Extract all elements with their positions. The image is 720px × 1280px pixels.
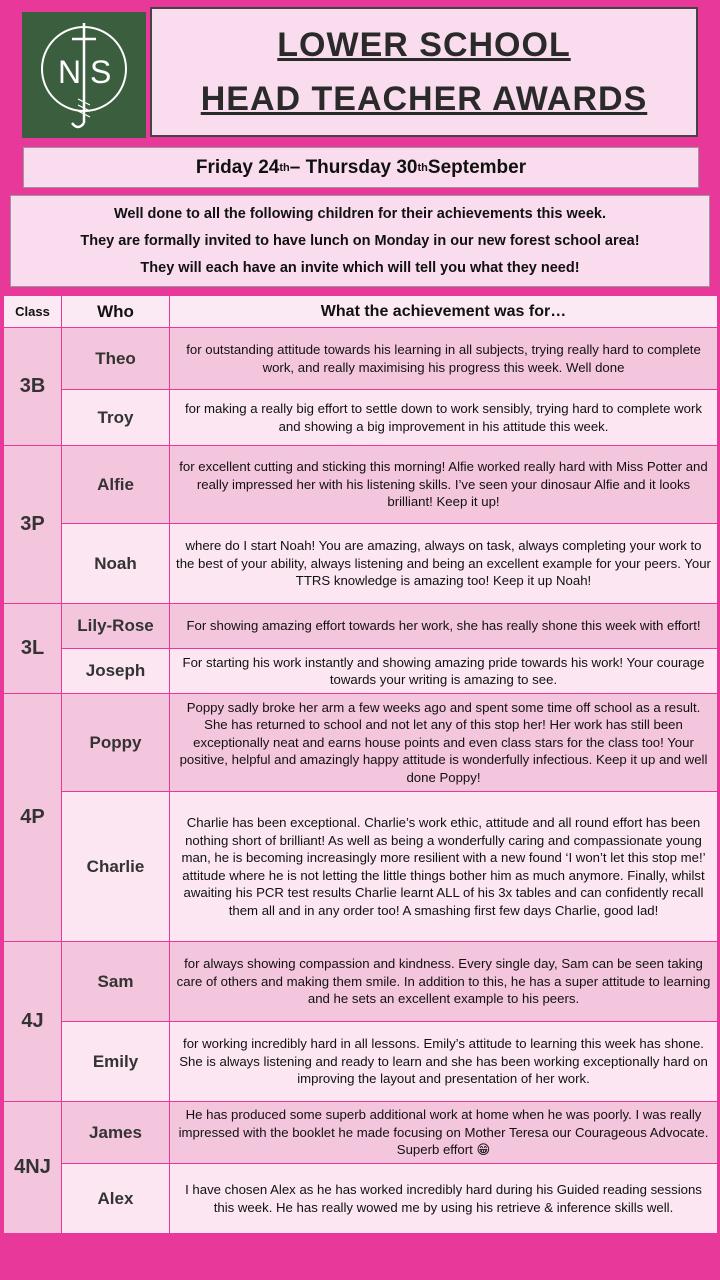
class-cell: 4J [4,942,62,1102]
achievement-text: for outstanding attitude towards his learning in all subjects, trying really hard to complete work, and really maximising his progress this week. Well done [170,328,718,390]
title-line-2: HEAD TEACHER AWARDS [200,80,648,118]
pupil-name: Troy [62,390,170,446]
achievement-text: where do I start Noah! You are amazing, always on task, always completing your work to the best of your ability, always listening and being an excellent example for your peers. Your TTRS knowledge is amazing too! Keep it up Noah! [170,524,718,604]
pupil-name: Lily-Rose [62,604,170,649]
svg-text:S: S [90,54,112,90]
achievement-text: for excellent cutting and sticking this morning! Alfie worked really hard with Miss Potter and really impressed her with his listening skills. I’ve seen your dinosaur Alfie and it looks brilliant! Keep it up! [170,446,718,524]
table-row [4,694,718,792]
date-start-suffix: th [279,161,290,174]
school-logo [22,12,146,138]
class-cell: 4P [4,694,62,942]
intro-line-2: They are formally invited to have lunch on Monday in our new forest school area! [80,232,640,249]
intro-line-1: Well done to all the following children for their achievements this week. [113,205,607,222]
pupil-name: Emily [62,1022,170,1102]
table-row [4,446,718,524]
class-cell: 3P [4,446,62,604]
pupil-name: Sam [62,942,170,1022]
date-start: Friday 24 [195,156,280,178]
intro-message [10,195,710,287]
school-crest-icon [28,19,140,131]
table-row [4,604,718,649]
achievement-text: Charlie has been exceptional. Charlie’s work ethic, attitude and all round effort has been nothing short of brilliant! As well as being a wonderfully caring and compassionate young man, he is becoming increasingly more resilient with a new found ‘I won’t let this stop me!’ attitude where he is not letting the little things bother him as much anymore. Finally, whilst awaiting his PCR test results Charlie learnt ALL of his 3x tables and can confidently recall them all and in any order too! A smashing first few days Charlie, good lad! [170,792,718,942]
table-row [4,390,718,446]
achievement-text: for working incredibly hard in all lessons. Emily’s attitude to learning this week has shone. She is always listening and ready to learn and she has been working exceptionally hard on improving the layout and presentation of her work. [170,1022,718,1102]
header-what: What the achievement was for… [170,296,718,328]
table-row [4,649,718,694]
pupil-name: Alex [62,1164,170,1234]
achievement-text: He has produced some superb additional work at home when he was poorly. I was really impressed with the booklet he made focusing on Mother Teresa our Courageous Advocate. Superb effort 😁 [170,1102,718,1164]
table-row [4,1022,718,1102]
title-line-1: LOWER SCHOOL [277,26,571,64]
table-row [4,524,718,604]
pupil-name: James [62,1102,170,1164]
table-row [4,1164,718,1234]
pupil-name: Joseph [62,649,170,694]
table-row [4,942,718,1022]
header-class: Class [4,296,62,328]
pupil-name: Noah [62,524,170,604]
awards-table [3,295,718,1234]
header-who: Who [62,296,170,328]
table-row [4,792,718,942]
pupil-name: Alfie [62,446,170,524]
date-mid: – Thursday 30 [289,156,418,178]
achievement-text: I have chosen Alex as he has worked incredibly hard during his Guided reading sessions this week. He has really wowed me by using his retrieve & inference skills well. [170,1164,718,1234]
svg-text:N: N [58,54,82,90]
achievement-text: For starting his work instantly and showing amazing pride towards his work! Your courage towards your writing is amazing to see. [170,649,718,694]
achievement-text: For showing amazing effort towards her work, she has really shone this week with effort! [170,604,718,649]
pupil-name: Poppy [62,694,170,792]
table-row [4,1102,718,1164]
table-row [4,328,718,390]
class-cell: 3B [4,328,62,446]
pupil-name: Charlie [62,792,170,942]
class-cell: 3L [4,604,62,694]
pupil-name: Theo [62,328,170,390]
table-header-row [4,296,718,328]
class-cell: 4NJ [4,1102,62,1234]
title-banner [150,7,698,137]
achievement-text: for always showing compassion and kindness. Every single day, Sam can be seen taking care of others and making them smile. In addition to this, he has a super attitude to learning and he sets an excellent example to his peers. [170,942,718,1022]
date-end: September [427,156,527,178]
achievement-text: for making a really big effort to settle down to work sensibly, trying hard to complete work and showing a big improvement in his attitude this week. [170,390,718,446]
intro-line-3: They will each have an invite which will tell you what they need! [140,259,580,276]
achievement-text: Poppy sadly broke her arm a few weeks ago and spent some time off school as a result. She has returned to school and not let any of this stop her! Her work has still been exceptionally neat and earns house points and even class stars for the class too! Your positive, helpful and amazingly happy attitude is wonderfully infectious. Keep it up and well done Poppy! [170,694,718,792]
date-range [23,147,699,188]
date-end-suffix: th [417,161,428,174]
